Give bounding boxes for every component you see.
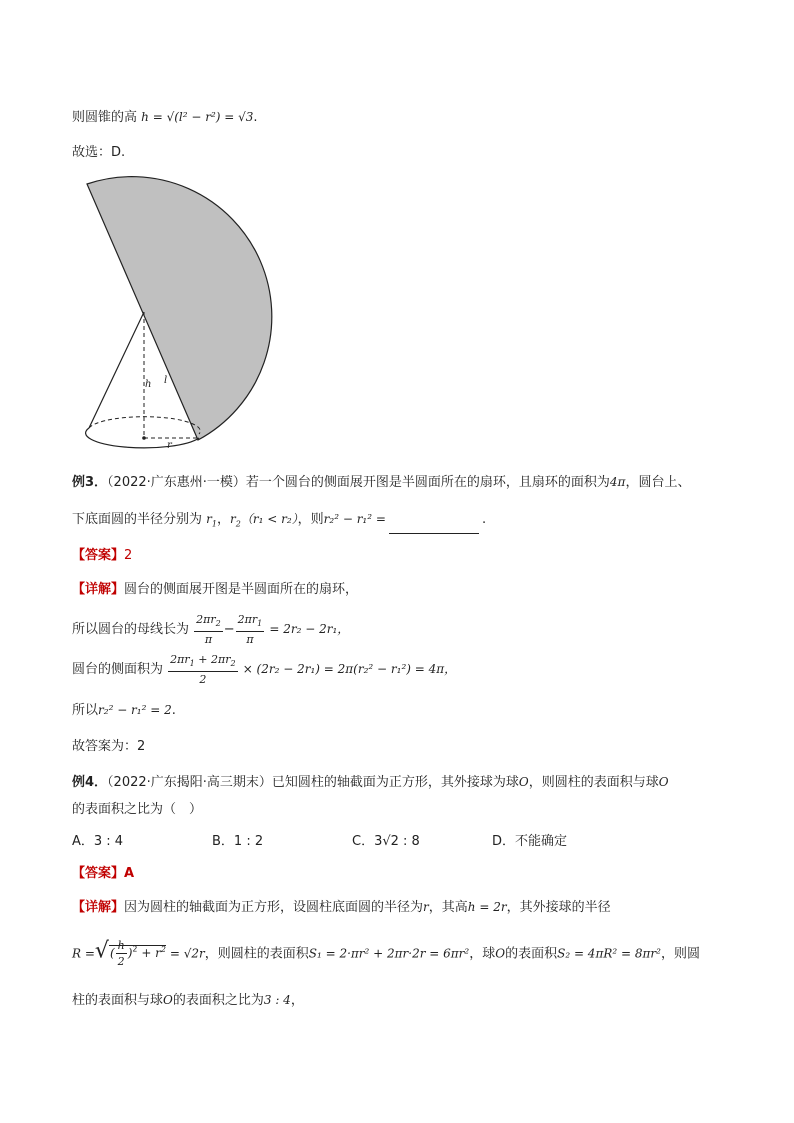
ex4-options	[72, 832, 632, 852]
answer-blank	[389, 519, 479, 534]
cone-left-edge	[89, 312, 144, 428]
ex3-detail4: 所以r₂² − r₁² = 2.	[72, 703, 176, 718]
ex4-question-line1: 例4．（2022·广东揭阳·高三期末）已知圆柱的轴截面为正方形，其外接球为球O，则圆柱的表面积与球O	[72, 775, 669, 790]
ex4-answer: 【答案】A	[72, 866, 135, 881]
ex3-detail3: 圆台的侧面积为 $\frac{2\pi r_1 + 2\pi r_2}{2}$ × (2r₂ − 2r₁) = 2π(r₂² − r₁²) = 4π，	[72, 653, 457, 687]
label-r: r	[167, 440, 172, 451]
ex3-final: 故答案为：2	[72, 739, 146, 754]
cone-base-back	[89, 417, 200, 434]
ex3-detail1: 【详解】圆台的侧面展开图是半圆面所在的扇环，	[72, 582, 359, 597]
label-l: l	[164, 375, 168, 386]
option-c[interactable]: C．3√2 : 8	[352, 834, 420, 849]
ex4-detail3: 柱的表面积与球O的表面积之比为3 : 4，	[72, 993, 304, 1008]
cone-height-formula: h = √(l² − r²) = √3	[141, 110, 254, 124]
ex4-detail2: R =√( $\frac{h}{2}$ )$^2 + r^2 = √2r$，则圆柱的表面积S₁ = 2·πr² + 2πr·2r = 6πr²，球O的表面积S₂ = 4πR² = 8πr²，则圆	[72, 938, 700, 969]
choice-line: 故选：D.	[72, 145, 126, 160]
option-b[interactable]: B．1 : 2	[212, 834, 264, 849]
ex3-question-line2: 下底面圆的半径分别为 $r_1$，$r_2(r_1 < r_2)$，则r₂² − r₁² = .	[72, 509, 486, 534]
ex3-detail2: 所以圆台的母线长为 $\frac{2\pi r_2}{\pi}$ − $\frac{2\pi r_1}{\pi}$ = 2r₂ − 2r₁，	[72, 613, 350, 647]
sector-shape	[87, 177, 272, 440]
label-h: h	[145, 379, 152, 390]
option-d[interactable]: D．不能确定	[492, 834, 568, 849]
ex4-question-line2: 的表面积之比为（ ）	[72, 802, 203, 817]
height-conclusion-line: 则圆锥的高 h = √(l² − r²) = √3.	[72, 110, 258, 125]
cone-unfolding-figure	[72, 176, 292, 456]
option-a[interactable]: A．3 : 4	[72, 834, 124, 849]
ex3-answer: 【答案】2	[72, 548, 133, 563]
ex3-question-line1: 例3．（2022·广东惠州·一模）若一个圆台的侧面展开图是半圆面所在的扇环，且扇环的面积为4π，圆台上、	[72, 475, 691, 490]
ex4-detail1: 【详解】因为圆柱的轴截面为正方形，设圆柱底面圆的半径为r，其高h = 2r，其外接球的半径	[72, 900, 611, 915]
